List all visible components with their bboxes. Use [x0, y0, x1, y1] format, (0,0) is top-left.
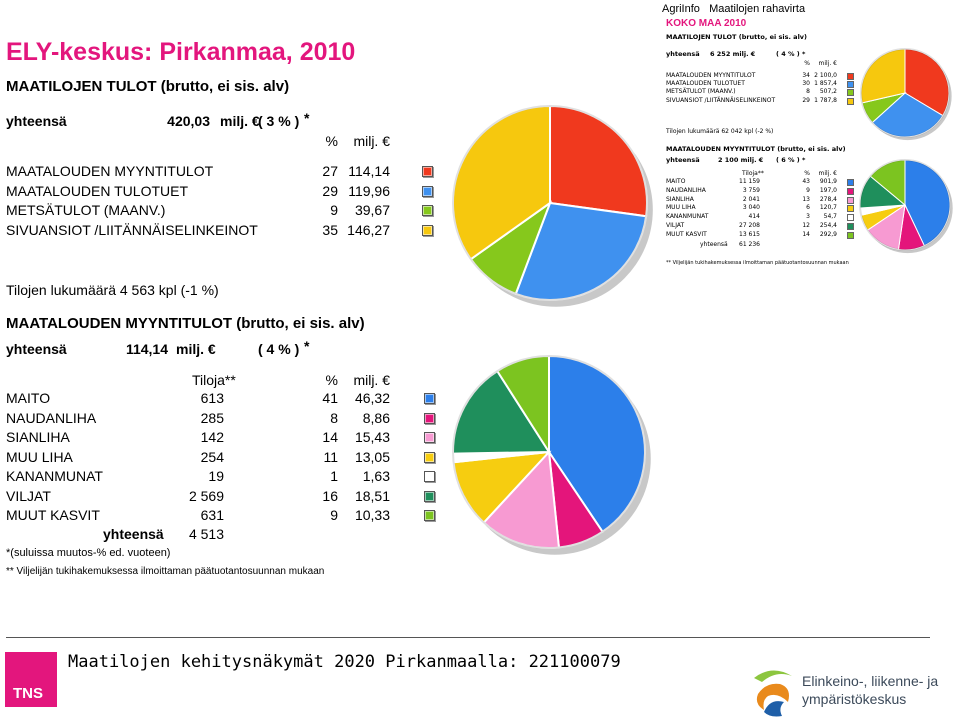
tulot-row-pct: 35: [322, 221, 338, 238]
mini-tulot-row-eur: 2 100,0: [814, 72, 837, 79]
myynti-row-label: KANANMUNAT: [6, 468, 103, 484]
tulot-row-pct: 29: [322, 182, 338, 199]
mini-myynti-total-label: yhteensä: [666, 156, 700, 164]
mini-myynti-sum-label: yhteensä: [700, 241, 728, 248]
mini-myynti-row-label: MUUT KASVIT: [666, 230, 707, 238]
mini-myynti-row-pct: 12: [802, 222, 810, 229]
mini-tulot-row-eur: 507,2: [819, 88, 837, 96]
mini-myynti-row-eur: 54,7: [823, 213, 837, 221]
mini-myynti-total-change: ( 6 % ) *: [776, 156, 806, 164]
ely-logo-icon: [748, 668, 796, 718]
mini-tulot-row-label: METSÄTULOT (MAANV.): [666, 88, 736, 96]
footnote-1: *(suluissa muutos-% ed. vuoteen): [6, 547, 171, 559]
myynti-total-value: 114,14: [125, 341, 168, 357]
mini-col-tiloja: Tiloja**: [742, 170, 764, 177]
mini-myynti-row-tiloja: 3 759: [742, 186, 760, 194]
mini-footnote: ** Viljelijän tukihakemuksessa ilmoittaman päätuotantosuunnan mukaan: [666, 260, 849, 266]
mini-col-pct-2: %: [804, 170, 810, 177]
myynti-col-pct: %: [325, 372, 338, 388]
tulot-row-eur: 39,67: [354, 202, 390, 218]
mini-legend-swatch: [847, 214, 854, 221]
myynti-heading: MAATALOUDEN MYYNTITULOT (brutto, ei sis. alv): [6, 315, 365, 332]
myynti-col-eur: milj. €: [353, 372, 390, 388]
tulot-row-eur: 119,96: [348, 182, 390, 199]
mini-tulot-heading: MAATILOJEN TULOT (brutto, ei sis. alv): [666, 33, 808, 41]
footnote-2: ** Viljelijän tukihakemuksessa ilmoittaman päätuotantosuunnan mukaan: [6, 566, 325, 577]
mini-myynti-row-label: KANANMUNAT: [666, 213, 709, 221]
mini-tulot-row-pct: 8: [806, 88, 810, 96]
mini-tulot-row-label: MAATALOUDEN MYYNTITULOT: [666, 72, 756, 79]
mini-myynti-sum-value: 61 236: [739, 241, 760, 248]
myynti-row-eur: 1,63: [362, 468, 390, 484]
myynti-row-tiloja: 254: [200, 448, 224, 465]
mini-legend-swatch: [847, 73, 854, 80]
mini-tulot-total-label: yhteensä: [666, 50, 700, 58]
footer-text: Maatilojen kehitysnäkymät 2020 Pirkanmaalla: 221100079: [68, 652, 621, 672]
myynti-total-unit: milj. €: [176, 341, 216, 357]
mini-legend-swatch: [847, 223, 854, 230]
myynti-total-mark: *: [304, 338, 310, 354]
myynti-row-label: NAUDANLIHA: [6, 409, 97, 426]
mini-myynti-heading: MAATALOUDEN MYYNTITULOT (brutto, ei sis. alv): [666, 145, 846, 153]
pie-slice: [550, 106, 647, 216]
mini-myynti-row-eur: 120,7: [819, 204, 837, 212]
mini-myynti-row-eur: 278,4: [819, 195, 837, 203]
mini-myynti-row-eur: 901,9: [819, 178, 837, 185]
myynti-row-eur: 13,05: [354, 448, 390, 465]
myynti-row-tiloja: 285: [200, 409, 224, 426]
mini-myynti-row-label: MAITO: [666, 178, 686, 185]
mini-legend-swatch: [847, 197, 854, 204]
myynti-row-pct: 41: [322, 390, 338, 406]
mini-tulot-row-eur: 1 787,8: [814, 96, 837, 104]
mini-myynti-row-label: SIANLIHA: [666, 195, 694, 203]
mini-header: [662, 3, 805, 15]
mini-myynti-row-tiloja: 27 208: [739, 222, 760, 229]
mini-myynti-row-tiloja: 13 615: [739, 230, 760, 238]
mini-tulot-row-pct: 34: [802, 72, 810, 79]
pie-mini-tulot: [861, 49, 952, 140]
myynti-row-pct: 9: [330, 507, 338, 523]
tulot-row-label: MAATALOUDEN TULOTUET: [6, 182, 189, 199]
mini-myynti-row-pct: 6: [806, 204, 810, 212]
mini-myynti-row-label: NAUDANLIHA: [666, 186, 706, 194]
myynti-row-pct: 8: [330, 409, 338, 426]
tilat-count: Tilojen lukumäärä 4 563 kpl (-1 %): [6, 282, 219, 298]
mini-legend-swatch: [847, 179, 854, 186]
mini-tulot-total-change: ( 4 % ) *: [776, 50, 806, 58]
tulot-row-label: MAATALOUDEN MYYNTITULOT: [6, 163, 214, 179]
myynti-row-eur: 15,43: [354, 429, 390, 445]
mini-header-right: Maatilojen rahavirta: [709, 3, 806, 15]
myynti-row-tiloja: 19: [208, 468, 224, 484]
tulot-col-eur: milj. €: [353, 133, 390, 149]
tulot-total-label: yhteensä: [6, 113, 67, 129]
myynti-sum-value: 4 513: [188, 526, 224, 542]
mini-myynti-row-eur: 254,4: [819, 222, 837, 229]
tulot-row-pct: 27: [322, 163, 338, 179]
tns-logo: [5, 652, 57, 707]
mini-myynti-row-tiloja: 414: [748, 213, 760, 221]
myynti-total-change: ( 4 % ): [258, 341, 300, 357]
mini-subtitle: KOKO MAA 2010: [666, 18, 747, 29]
pie-tulot: [453, 106, 653, 307]
tulot-row-label: SIVUANSIOT /LIITÄNNÄISELINKEINOT: [6, 221, 258, 238]
tulot-row-label: METSÄTULOT (MAANV.): [6, 202, 166, 218]
myynti-row-label: SIANLIHA: [6, 429, 70, 445]
mini-legend-swatch: [847, 188, 854, 195]
myynti-row-pct: 16: [322, 487, 338, 504]
myynti-row-label: MAITO: [6, 390, 51, 406]
myynti-row-label: MUUT KASVIT: [6, 507, 100, 523]
mini-tulot-row-label: MAATALOUDEN TULOTUET: [666, 80, 745, 88]
mini-myynti-row-label: VILJAT: [666, 222, 685, 229]
mini-myynti-row-pct: 43: [802, 178, 810, 185]
mini-tulot-total-value: 6 252 milj. €: [710, 50, 756, 58]
tulot-total-mark: *: [304, 110, 310, 126]
myynti-row-eur: 18,51: [354, 487, 390, 504]
mini-legend-swatch: [847, 81, 854, 88]
pie-mini-myynti: [860, 160, 953, 253]
pie-slice: [861, 49, 905, 103]
mini-col-eur-2: milj. €: [818, 170, 837, 177]
mini-myynti-row-eur: 197,0: [819, 186, 837, 194]
myynti-row-tiloja: 142: [200, 429, 224, 445]
mini-tulot-row-pct: 30: [802, 80, 810, 88]
mini-myynti-row-tiloja: 2 041: [742, 195, 760, 203]
mini-myynti-row-pct: 14: [802, 230, 810, 238]
pie-myynti: [453, 356, 651, 555]
mini-myynti-row-eur: 292,9: [819, 230, 837, 238]
myynti-row-pct: 1: [330, 468, 338, 484]
mini-tulot-row-label: SIVUANSIOT /LIITÄNNÄISELINKEINOT: [666, 96, 776, 104]
mini-myynti-row-tiloja: 3 040: [742, 204, 760, 212]
mini-tilat-count: Tilojen lukumäärä 62 042 kpl (-2 %): [666, 128, 774, 135]
tulot-row-eur: 146,27: [347, 221, 390, 238]
mini-myynti-total-value: 2 100 milj. €: [718, 156, 764, 164]
myynti-row-label: MUU LIHA: [6, 448, 73, 465]
myynti-sum-label: yhteensä: [103, 526, 164, 542]
myynti-row-eur: 46,32: [354, 390, 390, 406]
mini-legend-swatch: [847, 232, 854, 239]
tulot-total-unit: milj. €: [220, 113, 260, 129]
ely-logo-line1: Elinkeino-, liikenne- ja: [802, 673, 939, 689]
mini-tulot-row-eur: 1 857,4: [814, 80, 837, 88]
tulot-row-pct: 9: [330, 202, 338, 218]
mini-legend-swatch: [847, 89, 854, 96]
mini-tulot-row-pct: 29: [802, 96, 810, 104]
mini-col-eur: milj. €: [818, 60, 837, 67]
myynti-row-label: VILJAT: [6, 487, 51, 504]
tulot-heading: MAATILOJEN TULOT (brutto, ei sis. alv): [6, 78, 290, 95]
mini-myynti-row-label: MUU LIHA: [666, 204, 696, 212]
ely-logo-line2: ympäristökeskus: [802, 691, 907, 707]
mini-legend-swatch: [847, 205, 854, 212]
mini-myynti-row-pct: 9: [806, 186, 810, 194]
mini-myynti-row-pct: 13: [802, 195, 810, 203]
myynti-row-pct: 11: [323, 448, 338, 465]
myynti-row-tiloja: 631: [200, 507, 224, 523]
mini-myynti-row-tiloja: 11 159: [739, 178, 760, 185]
mini-header-left: AgriInfo: [662, 3, 700, 15]
myynti-total-label: yhteensä: [6, 341, 67, 357]
myynti-row-tiloja: 2 569: [188, 487, 224, 504]
mini-col-pct: %: [804, 60, 810, 67]
myynti-col-tiloja: Tiloja**: [192, 372, 236, 388]
mini-myynti-row-pct: 3: [806, 213, 810, 221]
page-title: ELY-keskus: Pirkanmaa, 2010: [6, 38, 356, 66]
tulot-total-change: ( 3 % ): [258, 113, 300, 129]
tulot-total-value: 420,03: [167, 113, 210, 129]
footer-divider: [6, 637, 930, 638]
myynti-row-eur: 8,86: [362, 409, 390, 426]
tns-logo-text: TNS: [13, 685, 43, 702]
mini-legend-swatch: [847, 98, 854, 105]
tulot-row-eur: 114,14: [348, 163, 390, 179]
myynti-row-eur: 10,33: [354, 507, 390, 523]
tulot-col-pct: %: [325, 133, 338, 149]
myynti-row-pct: 14: [322, 429, 338, 445]
myynti-row-tiloja: 613: [200, 390, 224, 406]
